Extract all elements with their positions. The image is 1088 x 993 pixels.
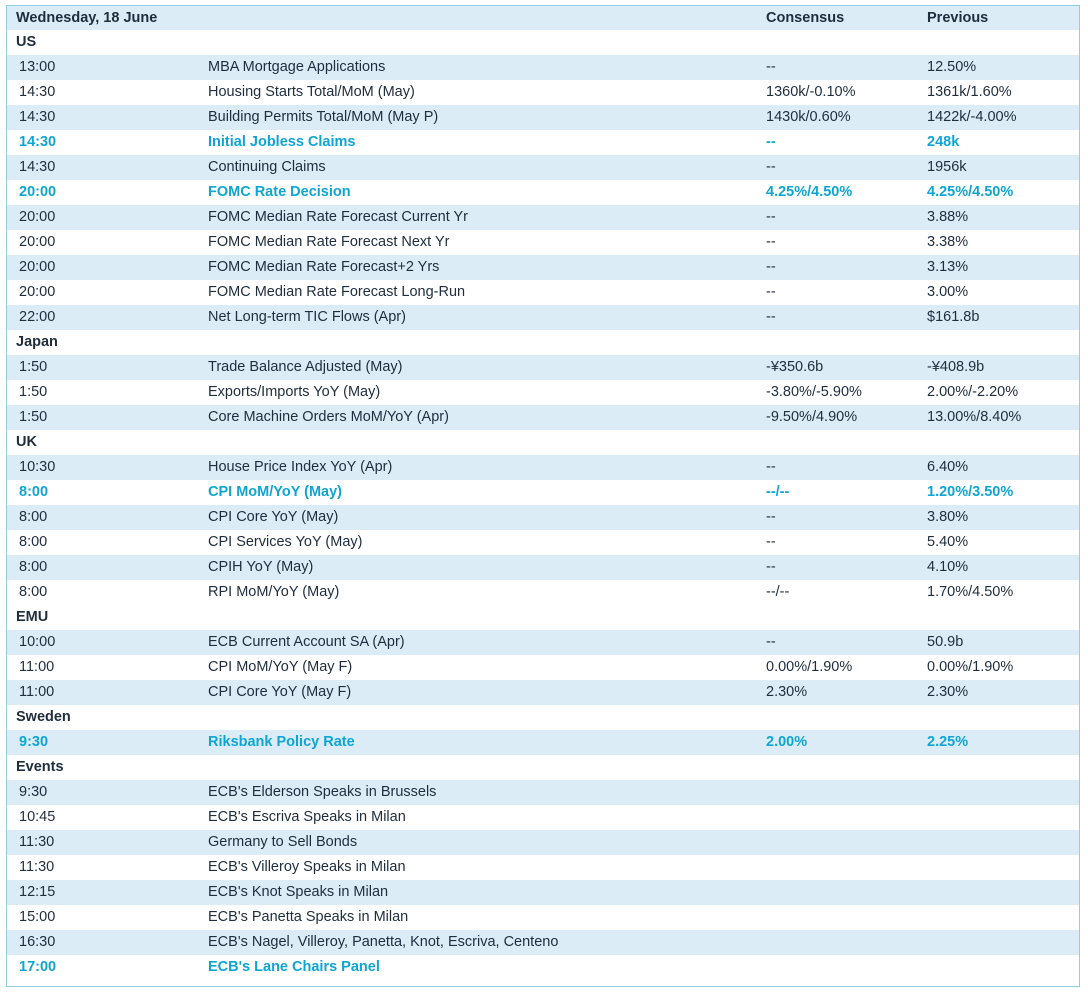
previous-value: 248k <box>927 134 960 150</box>
calendar-event-row <box>7 505 1079 530</box>
consensus-value: -- <box>766 234 776 250</box>
consensus-value: -- <box>766 159 776 175</box>
section-name: Sweden <box>16 709 71 725</box>
calendar-body <box>7 30 1079 980</box>
event-name: ECB's Lane Chairs Panel <box>208 959 380 975</box>
section-name: EMU <box>16 609 49 625</box>
event-time: 10:45 <box>19 809 56 825</box>
calendar-event-row <box>7 380 1079 405</box>
event-name: ECB's Escriva Speaks in Milan <box>208 809 406 825</box>
previous-value: 1956k <box>927 159 967 175</box>
event-time: 17:00 <box>19 959 57 975</box>
consensus-value: -- <box>766 534 776 550</box>
calendar-date-title: Wednesday, 18 June <box>16 10 158 26</box>
consensus-value: 4.25%/4.50% <box>766 184 853 200</box>
event-time: 11:30 <box>19 859 55 875</box>
event-name: ECB's Elderson Speaks in Brussels <box>208 784 437 800</box>
event-name: FOMC Median Rate Forecast Next Yr <box>208 234 450 250</box>
section-name: Events <box>16 759 64 775</box>
event-name: CPI Core YoY (May) <box>208 509 339 525</box>
previous-value: 3.13% <box>927 259 969 275</box>
event-time: 20:00 <box>19 209 56 225</box>
consensus-value: -- <box>766 634 776 650</box>
event-time: 14:30 <box>19 159 56 175</box>
consensus-value: 1430k/0.60% <box>766 109 851 125</box>
event-time: 8:00 <box>19 484 49 500</box>
event-name: Core Machine Orders MoM/YoY (Apr) <box>208 409 449 425</box>
previous-value: 3.38% <box>927 234 969 250</box>
section-header-row <box>7 30 1079 55</box>
calendar-event-row <box>7 405 1079 430</box>
previous-column-header: Previous <box>927 10 989 26</box>
event-name: ECB's Villeroy Speaks in Milan <box>208 859 406 875</box>
economic-calendar-table <box>6 5 1080 987</box>
previous-value: 12.50% <box>927 59 977 75</box>
previous-value: 13.00%/8.40% <box>927 409 1022 425</box>
calendar-event-row <box>7 355 1079 380</box>
calendar-event-row <box>7 205 1079 230</box>
event-name: FOMC Median Rate Forecast Long-Run <box>208 284 466 300</box>
previous-value: 3.88% <box>927 209 969 225</box>
calendar-event-row <box>7 280 1079 305</box>
event-name: House Price Index YoY (Apr) <box>208 459 393 475</box>
consensus-value: -- <box>766 259 776 275</box>
event-name: CPI MoM/YoY (May) <box>208 484 342 500</box>
event-name: ECB's Nagel, Villeroy, Panetta, Knot, Escriva, Centeno <box>208 934 559 950</box>
consensus-value: -- <box>766 209 776 225</box>
calendar-event-row <box>7 105 1079 130</box>
section-header-row <box>7 605 1079 630</box>
previous-value: 3.00% <box>927 284 969 300</box>
previous-value: 6.40% <box>927 459 969 475</box>
event-time: 8:00 <box>19 584 48 600</box>
consensus-value: 1360k/-0.10% <box>766 84 856 100</box>
event-name: FOMC Median Rate Forecast Current Yr <box>208 209 469 225</box>
consensus-value: -¥350.6b <box>766 359 824 375</box>
previous-value: 3.80% <box>927 509 969 525</box>
event-time: 1:50 <box>19 359 48 375</box>
event-name: ECB Current Account SA (Apr) <box>208 634 405 650</box>
consensus-column-header: Consensus <box>766 10 845 26</box>
previous-value: 1422k/-4.00% <box>927 109 1017 125</box>
section-name: US <box>16 34 37 50</box>
calendar-event-row <box>7 805 1079 830</box>
previous-value: 2.25% <box>927 734 969 750</box>
calendar-event-row <box>7 455 1079 480</box>
calendar-event-row <box>7 655 1079 680</box>
consensus-value: -- <box>766 284 776 300</box>
consensus-value: -- <box>766 309 776 325</box>
previous-value: 2.30% <box>927 684 969 700</box>
consensus-value: -- <box>766 459 776 475</box>
event-time: 1:50 <box>19 409 48 425</box>
calendar-event-row <box>7 80 1079 105</box>
event-name: Trade Balance Adjusted (May) <box>208 359 403 375</box>
event-time: 10:30 <box>19 459 56 475</box>
calendar-event-row <box>7 555 1079 580</box>
event-time: 20:00 <box>19 284 56 300</box>
calendar-event-row <box>7 155 1079 180</box>
calendar-event-row <box>7 930 1079 955</box>
event-name: CPI Core YoY (May F) <box>208 684 352 700</box>
previous-value: 4.10% <box>927 559 969 575</box>
event-time: 20:00 <box>19 184 57 200</box>
section-header-row <box>7 430 1079 455</box>
consensus-value: --/-- <box>766 484 790 500</box>
previous-value: 0.00%/1.90% <box>927 659 1014 675</box>
event-name: Housing Starts Total/MoM (May) <box>208 84 415 100</box>
event-name: Germany to Sell Bonds <box>208 834 358 850</box>
calendar-event-row <box>7 955 1079 980</box>
event-name: RPI MoM/YoY (May) <box>208 584 340 600</box>
calendar-event-row <box>7 255 1079 280</box>
previous-value: 5.40% <box>927 534 969 550</box>
event-name: ECB's Knot Speaks in Milan <box>208 884 389 900</box>
event-name: CPIH YoY (May) <box>208 559 314 575</box>
section-header-row <box>7 755 1079 780</box>
calendar-event-row <box>7 580 1079 605</box>
event-name: FOMC Rate Decision <box>208 184 351 200</box>
event-name: Building Permits Total/MoM (May P) <box>208 109 439 125</box>
previous-value: 50.9b <box>927 634 964 650</box>
previous-value: 1.70%/4.50% <box>927 584 1014 600</box>
calendar-event-row <box>7 880 1079 905</box>
calendar-event-row <box>7 305 1079 330</box>
consensus-value: 2.00% <box>766 734 808 750</box>
section-header-row <box>7 705 1079 730</box>
calendar-event-row <box>7 480 1079 505</box>
consensus-value: 2.30% <box>766 684 808 700</box>
event-time: 13:00 <box>19 59 56 75</box>
previous-value: 1.20%/3.50% <box>927 484 1014 500</box>
event-name: ECB's Panetta Speaks in Milan <box>208 909 409 925</box>
event-time: 10:00 <box>19 634 56 650</box>
previous-value: 2.00%/-2.20% <box>927 384 1019 400</box>
event-time: 8:00 <box>19 509 48 525</box>
event-time: 14:30 <box>19 84 56 100</box>
section-name: Japan <box>16 334 58 350</box>
calendar-event-row <box>7 230 1079 255</box>
calendar-event-row <box>7 830 1079 855</box>
event-name: MBA Mortgage Applications <box>208 59 386 75</box>
event-time: 1:50 <box>19 384 48 400</box>
event-time: 9:30 <box>19 734 49 750</box>
consensus-value: -9.50%/4.90% <box>766 409 858 425</box>
consensus-value: -- <box>766 509 776 525</box>
calendar-event-row <box>7 530 1079 555</box>
event-time: 20:00 <box>19 234 56 250</box>
consensus-value: 0.00%/1.90% <box>766 659 853 675</box>
event-time: 11:00 <box>19 684 55 700</box>
event-time: 8:00 <box>19 559 48 575</box>
previous-value: 4.25%/4.50% <box>927 184 1014 200</box>
calendar-event-row <box>7 55 1079 80</box>
calendar-event-row <box>7 680 1079 705</box>
consensus-value: --/-- <box>766 584 790 600</box>
event-time: 14:30 <box>19 134 57 150</box>
calendar-event-row <box>7 630 1079 655</box>
event-name: Riksbank Policy Rate <box>208 734 355 750</box>
event-time: 14:30 <box>19 109 56 125</box>
consensus-value: -- <box>766 559 776 575</box>
event-name: Continuing Claims <box>208 159 326 175</box>
section-header-row <box>7 330 1079 355</box>
calendar-event-row <box>7 855 1079 880</box>
consensus-value: -- <box>766 59 776 75</box>
event-time: 11:00 <box>19 659 55 675</box>
calendar-event-row <box>7 905 1079 930</box>
event-time: 8:00 <box>19 534 48 550</box>
calendar-header-row <box>7 6 1079 30</box>
event-name: Initial Jobless Claims <box>208 134 356 150</box>
event-name: Exports/Imports YoY (May) <box>208 384 381 400</box>
previous-value: 1361k/1.60% <box>927 84 1012 100</box>
event-time: 16:30 <box>19 934 56 950</box>
event-name: CPI Services YoY (May) <box>208 534 363 550</box>
calendar-event-row <box>7 780 1079 805</box>
event-time: 22:00 <box>19 309 56 325</box>
section-name: UK <box>16 434 37 450</box>
calendar-event-row <box>7 180 1079 205</box>
event-time: 12:15 <box>19 884 56 900</box>
event-name: FOMC Median Rate Forecast+2 Yrs <box>208 259 440 275</box>
previous-value: -¥408.9b <box>927 359 985 375</box>
event-time: 20:00 <box>19 259 56 275</box>
calendar-event-row <box>7 730 1079 755</box>
calendar-event-row <box>7 130 1079 155</box>
consensus-value: -- <box>766 134 776 150</box>
consensus-value: -3.80%/-5.90% <box>766 384 862 400</box>
event-time: 9:30 <box>19 784 48 800</box>
previous-value: $161.8b <box>927 309 980 325</box>
event-name: Net Long-term TIC Flows (Apr) <box>208 309 406 325</box>
event-time: 11:30 <box>19 834 55 850</box>
event-name: CPI MoM/YoY (May F) <box>208 659 353 675</box>
event-time: 15:00 <box>19 909 56 925</box>
